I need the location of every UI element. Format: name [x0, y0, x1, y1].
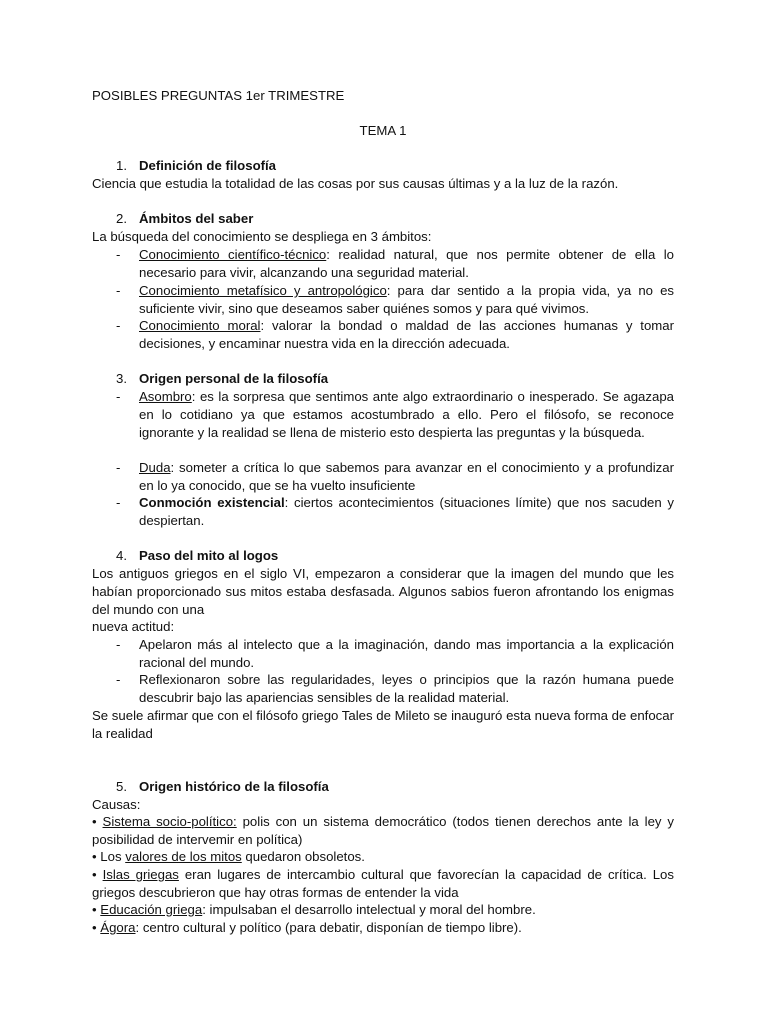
tema-heading: TEMA 1 — [359, 123, 407, 138]
section-4-number: 4. — [116, 548, 127, 563]
document-title: POSIBLES PREGUNTAS 1er TRIMESTRE — [92, 88, 345, 103]
list-item — [139, 246, 674, 282]
dash-marker: - — [116, 672, 121, 687]
cause-term: Sistema socio-político: — [102, 814, 237, 829]
item-term: Conocimiento moral — [139, 318, 261, 333]
dash-marker: - — [116, 495, 121, 510]
bullet: • — [92, 902, 97, 917]
cause-text: : centro cultural y político (para debatir, disponían de tiempo libre). — [135, 920, 522, 935]
cause-term: valores de los mitos — [125, 849, 242, 864]
cause-text: : impulsaban el desarrollo intelectual y moral del hombre. — [202, 902, 536, 917]
item-term: Asombro — [139, 389, 192, 404]
list-item — [139, 494, 674, 530]
section-2-heading: Ámbitos del saber — [139, 211, 254, 226]
item-text: : ciertos acontecimientos (situaciones límite) que nos sacuden y despiertan. — [139, 495, 674, 528]
section-3-heading: Origen personal de la filosofía — [139, 371, 329, 386]
cause-text: eran lugares de intercambio cultural que favorecían la capacidad de crítica. Los griegos descubrieron que hay otras formas de entender la vida — [92, 867, 674, 900]
cause-item — [92, 813, 674, 849]
dash-marker: - — [116, 637, 121, 652]
cause-term: Islas griegas — [102, 867, 179, 882]
item-term: Duda — [139, 460, 171, 475]
item-term: Conocimiento científico-técnico — [139, 247, 327, 262]
item-text: : es la sorpresa que sentimos ante algo extraordinario o inesperado. Se agazapa en lo cotidiano ya que estamos acostumbrado a ello. Pero el filósofo, se reconoce ignorante y la realidad se llena de misterio esto despierta las preguntas y la búsqueda. — [139, 389, 674, 440]
bullet: • — [92, 920, 97, 935]
section-1-body: Ciencia que estudia la totalidad de las cosas por sus causas últimas y a la luz de la razón. — [92, 176, 619, 191]
section-4-heading: Paso del mito al logos — [139, 548, 279, 563]
section-3-number: 3. — [116, 371, 127, 386]
cause-text: polis con un sistema democrático (todos tienen derechos ante la ley y posibilidad de intervemir en política) — [92, 814, 675, 847]
section-1-heading: Definición de filosofía — [139, 158, 277, 173]
cause-item — [92, 848, 674, 866]
section-1-number: 1. — [116, 158, 127, 173]
item-text: : valorar la bondad o maldad de las acciones humanas y tomar decisiones, y encaminar nuestra vida en la dirección adecuada. — [139, 318, 674, 351]
cause-term: Educación griega — [100, 902, 203, 917]
item-text: : realidad natural, que nos permite obtener de ella lo necesario para vivir, alcanzando una seguridad material. — [139, 247, 674, 280]
section-2-intro: La búsqueda del conocimiento se despliega en 3 ámbitos: — [92, 229, 432, 244]
section-4-outro: Se suele afirmar que con el filósofo griego Tales de Mileto se inauguró esta nueva forma de enfocar la realidad — [92, 708, 674, 741]
item-term: Conocimiento metafísico y antropológico — [139, 283, 387, 298]
cause-item — [92, 901, 674, 919]
list-item: Reflexionaron sobre las regularidades, leyes o principios que la razón humana puede descubrir bajo las apariencias sensibles de la realidad material. — [139, 672, 674, 705]
section-5-heading: Origen histórico de la filosofía — [139, 779, 329, 794]
dash-marker: - — [116, 283, 121, 298]
cause-item — [92, 919, 674, 937]
list-item — [139, 459, 674, 495]
bullet: • — [92, 867, 97, 882]
section-4-intro-2: nueva actitud: — [92, 619, 175, 634]
dash-marker: - — [116, 318, 121, 333]
item-text: : someter a crítica lo que sabemos para avanzar en el conocimiento y a profundizar en lo ya conocido, que se ha vuelto insuficiente — [139, 460, 674, 493]
section-4-intro: Los antiguos griegos en el siglo VI, empezaron a considerar que la imagen del mundo que les habían proporcionado sus mitos estaba desfasada. Algunos sabios fueron afrontando los enigmas del mundo con una — [92, 566, 674, 617]
cause-term: Ágora — [100, 920, 136, 935]
section-2-number: 2. — [116, 211, 127, 226]
list-item — [139, 282, 674, 318]
bullet: • — [92, 814, 97, 829]
causes-label: Causas: — [92, 797, 141, 812]
section-5-number: 5. — [116, 779, 127, 794]
cause-text: quedaron obsoletos. — [241, 849, 365, 864]
dash-marker: - — [116, 247, 121, 262]
cause-item — [92, 866, 674, 902]
cause-pre: Los — [96, 849, 126, 864]
bullet: • — [92, 849, 97, 864]
list-item: Apelaron más al intelecto que a la imaginación, dando mas importancia a la explicación racional del mundo. — [139, 637, 674, 670]
list-item — [139, 388, 674, 441]
item-term: Conmoción existencial — [139, 495, 285, 510]
list-item — [139, 317, 674, 353]
item-text: : para dar sentido a la propia vida, ya no es suficiente vivir, sino que deseamos saber quiénes somos y para qué vivimos. — [139, 283, 675, 316]
dash-marker: - — [116, 389, 121, 404]
dash-marker: - — [116, 460, 121, 475]
